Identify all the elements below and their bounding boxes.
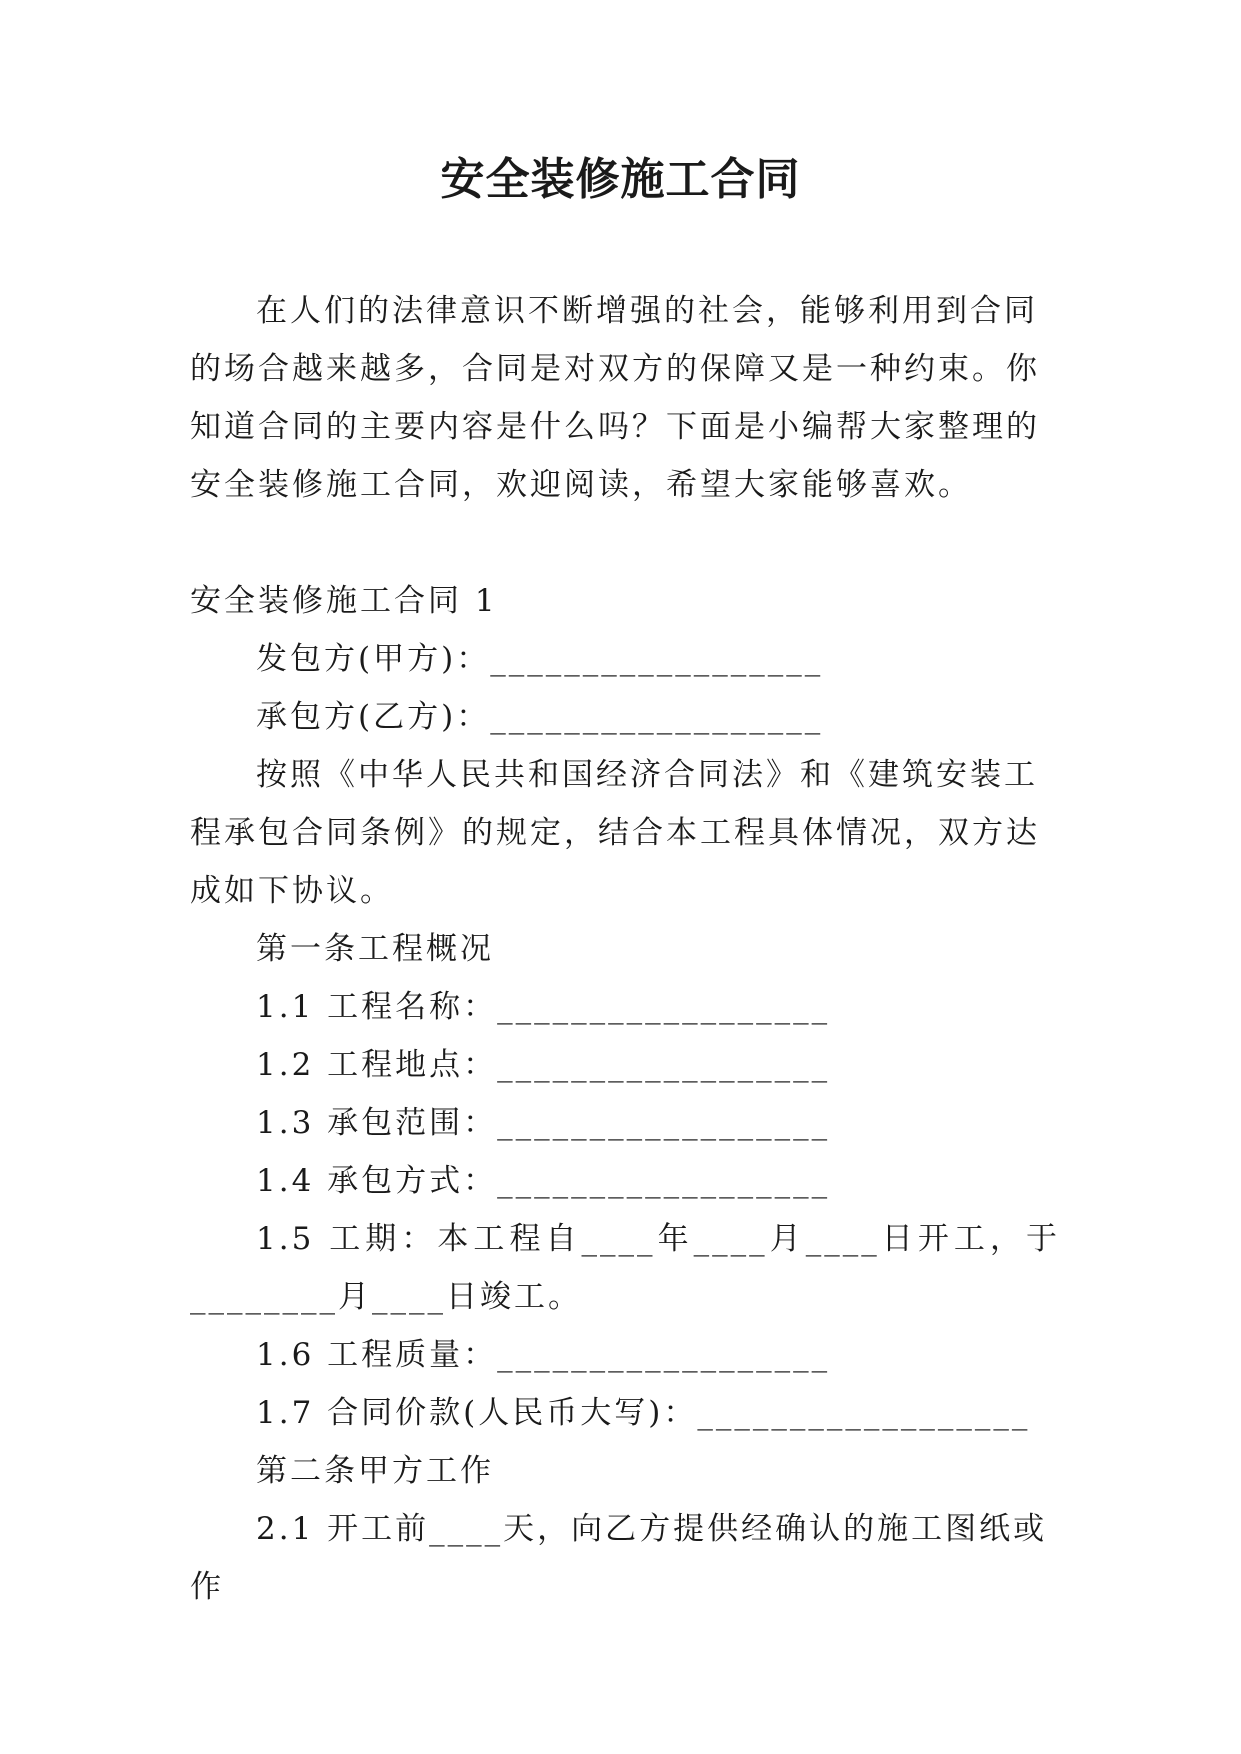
party-a-line: 发包方(甲方)：__________________: [256, 641, 824, 677]
item-1-6: 1.6 工程质量：__________________: [256, 1337, 831, 1373]
item-1-3: 1.3 承包范围：__________________: [256, 1105, 831, 1141]
item-1-2: 1.2 工程地点：__________________: [256, 1047, 831, 1083]
item-1-1: 1.1 工程名称：__________________: [256, 989, 831, 1025]
basis-paragraph: 按照《中华人民共和国经济合同法》和《建筑安装工程承包合同条例》的规定，结合本工程具体情况，双方达成如下协议。: [190, 757, 1040, 909]
paragraph-spacer: [190, 514, 1060, 572]
article-2-heading: 第二条甲方工作: [256, 1453, 494, 1489]
intro-paragraph: 在人们的法律意识不断增强的社会，能够利用到合同的场合越来越多，合同是对双方的保障又是一种约束。你知道合同的主要内容是什么吗？下面是小编帮大家整理的安全装修施工合同，欢迎阅读，希望大家能够喜欢。: [190, 293, 1040, 503]
section-heading: 安全装修施工合同 1: [190, 583, 498, 619]
item-1-5-line-1: 1.5 工期：本工程自____年____月____日开工，于: [256, 1221, 1060, 1257]
item-2-1: 2.1 开工前____天，向乙方提供经确认的施工图纸或作: [190, 1511, 1048, 1605]
item-1-4: 1.4 承包方式：__________________: [256, 1163, 831, 1199]
document-title: 安全装修施工合同: [440, 154, 801, 205]
party-b-line: 承包方(乙方)：__________________: [256, 699, 824, 735]
item-1-7: 1.7 合同价款(人民币大写)：__________________: [256, 1395, 1031, 1431]
document-body: [190, 282, 1060, 1616]
item-1-5-line-2: ________月____日竣工。: [190, 1279, 582, 1315]
article-1-heading: 第一条工程概况: [256, 931, 494, 967]
